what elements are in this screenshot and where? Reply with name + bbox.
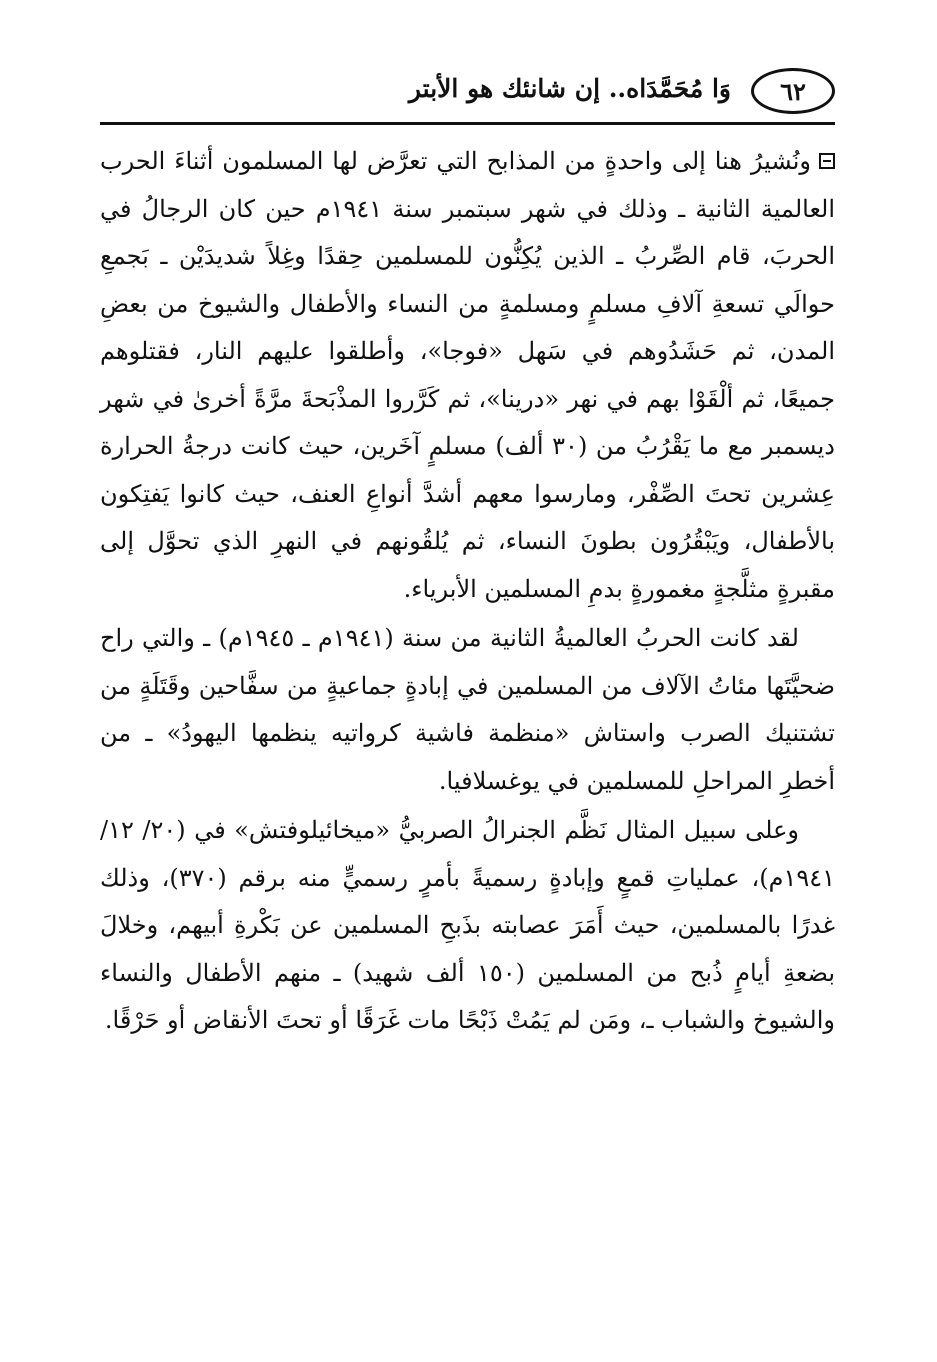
paragraph-3: وعلى سبيل المثال نَظَّم الجنرالُ الصربيُّ «ميخائيلوفتش» في (٢٠/ ١٢/ ١٩٤١م)، عملياتِ قمعٍ وإبادةٍ رسميةً بأمرٍ رسميٍّ منه برقم (٣٧٠)، وذلك غدرًا بالمسلمين، حيث أَمَرَ عصابته بذَبحِ المسلمين عن بَكْرةِ أبيهم، وخلالَ بضعةِ أيامٍ ذُبح من المسلمين (١٥٠ ألف شهيد) ـ منهم الأطفال والنساء والشيوخ والشباب ـ، ومَن لم يَمُتْ ذَبْحًا مات غَرَقًا أو تحتَ الأنقاض أو حَرْقًا. [100,816,836,1034]
paragraph-1-text: ونُشيرُ هنا إلى واحدةٍ من المذابح التي تعرَّض لها المسلمون أثناءَ الحرب العالمية الثانية ـ وذلك في شهر سبتمبر سنة ١٩٤١م حين كان الرجالُ في الحربَ، قام الصِّربُ ـ الذين يُكِنُّون للمسلمين حِقدًا وغِلاً شديدَيْن ـ بَجمعِ حوالَي تسعةِ آلافِ مسلمٍ ومسلمةٍ من النساء والأطفال والشيوخ من بعضِ المدن، ثم حَشَدُوهم في سَهل «فوجا»، وأطلقوا عليهم النار، فقتلوهم جميعًا، ثم ألْقَوْا بهم في نهر «درينا»، ثم كَرَّروا المذْبَحةَ مرَّةً أخرىٰ في شهر ديسمبر مع ما يَقْرُبُ من (٣٠ ألف) مسلمٍ آخَرين، حيث كانت درجةُ الحرارة عِشرين تحتَ الصِّفْر، ومارسوا معهم أشدَّ أنواعِ العنف، حيث كانوا يَفتِكون بالأطفال، ويَبْقُرُون بطونَ النساء، ثم يُلقُونهم في النهرِ الذي تحوَّل إلى مقبرةٍ مثلَّجةٍ مغمورةٍ بدمِ المسلمين الأبرياء. [100,147,836,603]
square-bullet-icon [819,153,835,169]
running-title: وَا مُحَمَّدَاه.. إن شانئك هو الأبتر [408,74,731,103]
page-number-badge [751,68,835,114]
paragraph-1 [100,138,835,613]
header-rule [100,122,835,125]
body-text [100,138,835,1045]
page-header [100,66,835,124]
page-number: ٦٢ [780,76,806,106]
paragraph-2: لقد كانت الحربُ العالميةُ الثانية من سنة (١٩٤١م ـ ١٩٤٥م) ـ والتي راح ضحيَّتَها مئاتُ الآلاف من المسلمين في إبادةٍ جماعيةٍ من سفَّاحين وقَتَلَةٍ من تشتنيك الصرب واستاش «منظمة فاشية كرواتيه ينظمها اليهودُ» ـ من أخطرِ المراحلِ للمسلمين في يوغسلافيا. [100,624,835,795]
